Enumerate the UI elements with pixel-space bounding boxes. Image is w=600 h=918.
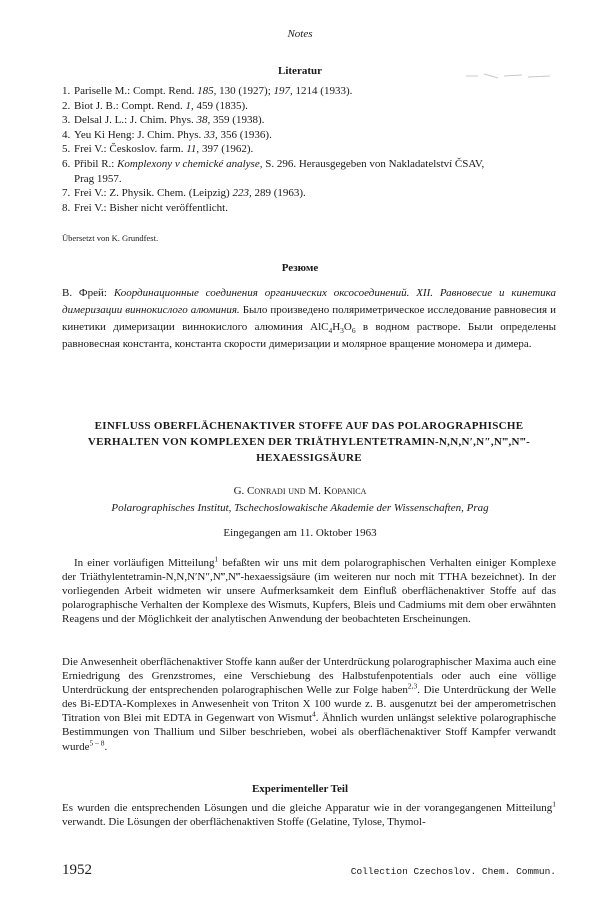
reference-text: 459 (1835). <box>193 99 248 112</box>
running-head: Notes <box>287 28 313 40</box>
reference-volume: 197, <box>273 85 293 97</box>
reference-volume: 38, <box>196 114 211 127</box>
reference-volume: 1, <box>185 99 194 112</box>
reference-item <box>62 157 562 186</box>
reference-number: 6. <box>62 157 71 170</box>
reference-text: 356 (1936). <box>217 128 272 141</box>
experimental-section-title: Experimenteller Teil <box>251 783 349 795</box>
chemical-formula: $AlC_4H_3O_6$ <box>310 321 356 336</box>
reference-text: Přibil R.: <box>74 157 118 170</box>
translator-note: Übersetzt von K. Grundfest. <box>62 233 159 243</box>
reference-text: 130 (1927); <box>216 85 274 97</box>
resume-paragraph <box>62 285 556 353</box>
reference-text: Yeu Ki Heng: J. Chim. Phys. <box>74 128 204 141</box>
reference-item <box>62 84 562 99</box>
page-number: 1952 <box>62 862 92 878</box>
citation-marker: 1 <box>214 554 219 564</box>
article-title-line: EINFLUSS OBERFLÄCHENAKTIVER STOFFE AUF DAS POLAROGRAPHISCHE <box>94 420 524 432</box>
reference-number: 5. <box>62 143 71 156</box>
reference-number: 7. <box>62 187 71 200</box>
reference-text: Pariselle M.: Compt. Rend. <box>74 85 198 97</box>
article-title-line: VERHALTEN VON KOMPLEXEN DER TRIÄTHYLENTETRAMIN-N,N,N′,N″,N‴,N‴- <box>87 436 531 448</box>
reference-text: 1214 (1933). <box>292 85 353 97</box>
resume-article-title: Координационные соединения органических оксосоединений. XII. Равновесие и кинетика димеризации виннокислого алюминия. <box>62 287 557 316</box>
reference-number: 2. <box>62 99 71 112</box>
reference-volume: 33, <box>204 128 218 141</box>
resume-title: Резюме <box>281 262 319 274</box>
reference-item <box>62 99 562 114</box>
reference-item <box>62 113 562 128</box>
reference-text: 289 (1963). <box>251 187 306 200</box>
reference-number: 1. <box>62 85 71 97</box>
article-title-line: HEXAESSIGSÄURE <box>256 452 362 464</box>
reference-text: 397 (1962). <box>199 143 254 156</box>
reference-text: Delsal J. L.: J. Chim. Phys. <box>74 114 197 127</box>
reference-number: 4. <box>62 128 71 141</box>
reference-volume: 185, <box>197 85 217 97</box>
body-paragraph-1: In einer vorläufigen Mitteilung$^1$ befaßten wir uns mit dem polarographischen Verhalten einiger Komplexe der Triäthylentetramin-N,N,N′N″,N‴,N‴-hexaessigsäure (im weiteren nur noch mit TTHA bezeichnet). In der vorliegenden Arbeit widmeten wir unsere Aufmerksamkeit dem Einfluß oberflächenaktiver Stoffe auf das polarographische Verhalten der Komplexe des Wismuts, Kupfers, Bleis und Cadmiums mit dem ober erwähnten Reagens und der Möglichkeit der analytischen Anwendung der beobachteten Erscheinungen. <box>62 554 556 626</box>
reference-item <box>62 142 562 157</box>
journal-name: Collection Czechoslov. Chem. Commun. <box>350 866 556 877</box>
reference-item <box>62 201 562 216</box>
reference-text: Frei V.: Bisher nicht veröffentlicht. <box>74 201 228 214</box>
resume-text: в водном растворе. Были определены равновесная константа, константа скорости димеризации и молярное вращение мономера и димера. <box>62 321 556 350</box>
reference-text: Biot J. B.: Compt. Rend. <box>74 99 186 112</box>
reference-item <box>62 128 562 143</box>
received-date: Eingegangen am 11. Oktober 1963 <box>223 527 377 539</box>
citation-marker: 2,3 <box>407 681 418 691</box>
reference-text: S. 296. Herausgegeben von Nakladatelství ČSAV, <box>262 157 485 170</box>
reference-text: Frei V.: Z. Physik. Chem. (Leipzig) <box>74 187 233 200</box>
resume-text: Было произведено поляриметрическое исследование равновесия и кинетики димеризации виннокислого алюминия <box>62 304 557 333</box>
reference-text: Frei V.: Českoslov. farm. <box>74 143 187 156</box>
body-paragraph-2: Die Anwesenheit oberflächenaktiver Stoffe kann außer der Unterdrückung polarographischer Maxima auch eine Erniedrigung des Grenzstromes, eine Verschiebung des Halbstufenpotentials oder auch eine völlige Unterdrückung der entsprechenden polarographischen Welle zur Folge haben$^{2,3}$. Die Unterdrückung der Welle des Bi-EDTA-Komplexes in Anwesenheit von Triton X 100 wurde z. B. ausgenutzt bei der amperometrischen Titration von Blei mit EDTA in Gegenwart von Wismut$^4$. Ähnlich wurden unlängst selektive polarographische Bestimmungen von Thallium und Silber beschrieben, wobei als oberflächenaktiver Stoff Kampfer verwandt wurde$^{5 - 8}$. <box>62 656 556 753</box>
reference-number: 8. <box>62 201 71 214</box>
article-authors: G. Conradi und M. Kopanica <box>233 485 367 497</box>
reference-volume: 223, <box>232 187 252 200</box>
reference-list <box>62 84 562 215</box>
reference-number: 3. <box>62 114 71 127</box>
reference-volume: 11, <box>186 143 200 156</box>
body-paragraph-3: Es wurden die entsprechenden Lösungen und die gleiche Apparatur wie in der vorangegangenen Mitteilung$^1$ verwandt. Die Lösungen der oberflächenaktiven Stoffe (Gelatine, Tylose, Thymol- <box>62 799 556 829</box>
references-title: Literatur <box>278 65 322 77</box>
reference-text: 359 (1938). <box>210 114 265 127</box>
article-affiliation: Polarographisches Institut, Tschechoslowakische Akademie der Wissenschaften, Prag <box>111 502 489 514</box>
reference-continuation: Prag 1957. <box>74 172 122 185</box>
citation-marker: 5 – 8 <box>89 737 105 747</box>
article-title <box>62 418 556 466</box>
citation-marker: 1 <box>552 799 556 809</box>
reference-book-title: Komplexony v chemické analyse, <box>117 157 263 170</box>
citation-marker: 4 <box>312 709 316 719</box>
resume-author: В. Фрей: <box>62 287 114 299</box>
reference-item <box>62 186 562 201</box>
